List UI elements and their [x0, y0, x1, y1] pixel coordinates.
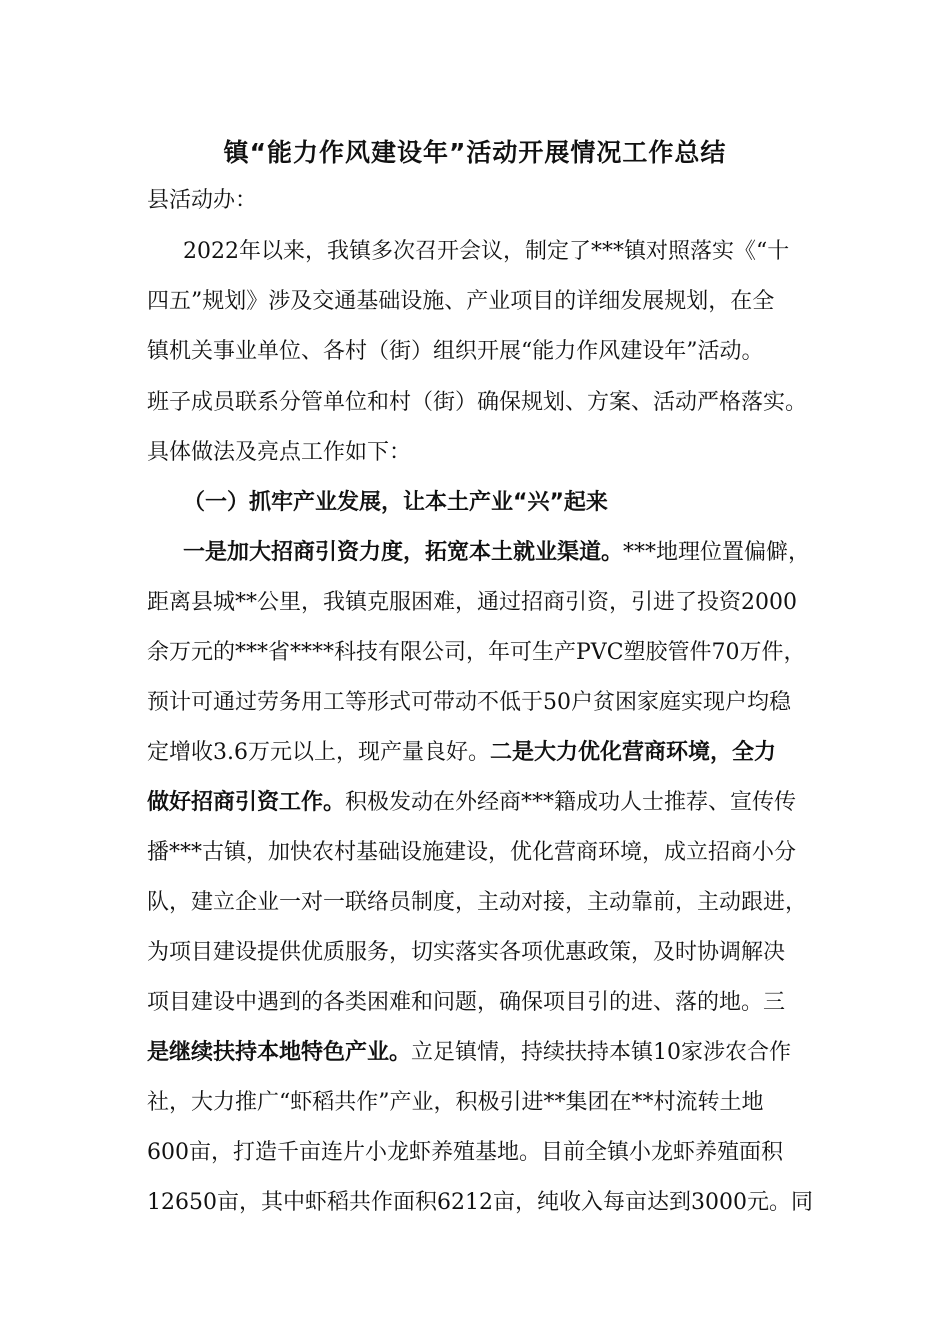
emphasis-text: 一是加大招商引资力度，拓宽本土就业渠道。	[183, 540, 624, 565]
body-line-3: 余万元的***省****科技有限公司，年可生产PVC塑胶管件70万件，	[147, 640, 806, 665]
body-line-11	[147, 1036, 827, 1070]
body-line-6	[147, 786, 827, 820]
intro-line-5: 具体做法及亮点工作如下：	[147, 440, 412, 465]
emphasis-text: 是继续扶持本地特色产业。	[147, 1040, 412, 1065]
document-title: 镇“能力作风建设年”活动开展情况工作总结	[223, 138, 727, 167]
body-line-5	[147, 736, 827, 770]
body-text: 积极发动在外经商***籍成功人士推荐、宣传传	[345, 790, 797, 815]
emphasis-text: 做好招商引资工作。	[147, 790, 346, 815]
body-text: 立足镇情，持续扶持本镇10家涉农合作	[411, 1040, 792, 1065]
body-line-12: 社，大力推广“虾稻共作”产业，积极引进**集团在**村流转土地	[147, 1090, 764, 1115]
body-text: 定增收3.6万元以上，现产量良好。	[147, 740, 490, 765]
body-line-2: 距离县城**公里，我镇克服困难，通过招商引资，引进了投资2000	[147, 590, 797, 615]
emphasis-text: 二是大力优化营商环境，全力	[490, 740, 777, 765]
body-line-9: 为项目建设提供优质服务，切实落实各项优惠政策，及时协调解决	[147, 940, 786, 965]
body-line-14: 12650亩，其中虾稻共作面积6212亩，纯收入每亩达到3000元。同	[147, 1190, 813, 1215]
intro-line-2: 四五”规划》涉及交通基础设施、产业项目的详细发展规划，在全	[147, 289, 775, 314]
salutation: 县活动办：	[147, 188, 258, 213]
intro-line-3: 镇机关事业单位、各村（街）组织开展“能力作风建设年”活动。	[147, 339, 764, 364]
body-line-4: 预计可通过劳务用工等形式可带动不低于50户贫困家庭实现户均稳	[147, 690, 791, 715]
body-line-13: 600亩，打造千亩连片小龙虾养殖基地。目前全镇小龙虾养殖面积	[147, 1140, 783, 1165]
body-line-1	[183, 536, 833, 570]
body-line-8: 队，建立企业一对一联络员制度，主动对接，主动靠前，主动跟进，	[147, 890, 808, 915]
intro-line-1: 2022年以来，我镇多次召开会议，制定了***镇对照落实《“十	[183, 239, 790, 264]
body-line-7: 播***古镇，加快农村基础设施建设，优化营商环境，成立招商小分	[147, 840, 797, 865]
body-text: ***地理位置偏僻，	[623, 540, 811, 565]
section-heading: （一）抓牢产业发展，让本土产业“兴”起来	[183, 490, 608, 515]
body-line-10: 项目建设中遇到的各类困难和问题，确保项目引的进、落的地。三	[147, 990, 786, 1015]
intro-line-4: 班子成员联系分管单位和村（街）确保规划、方案、活动严格落实。	[147, 390, 808, 415]
